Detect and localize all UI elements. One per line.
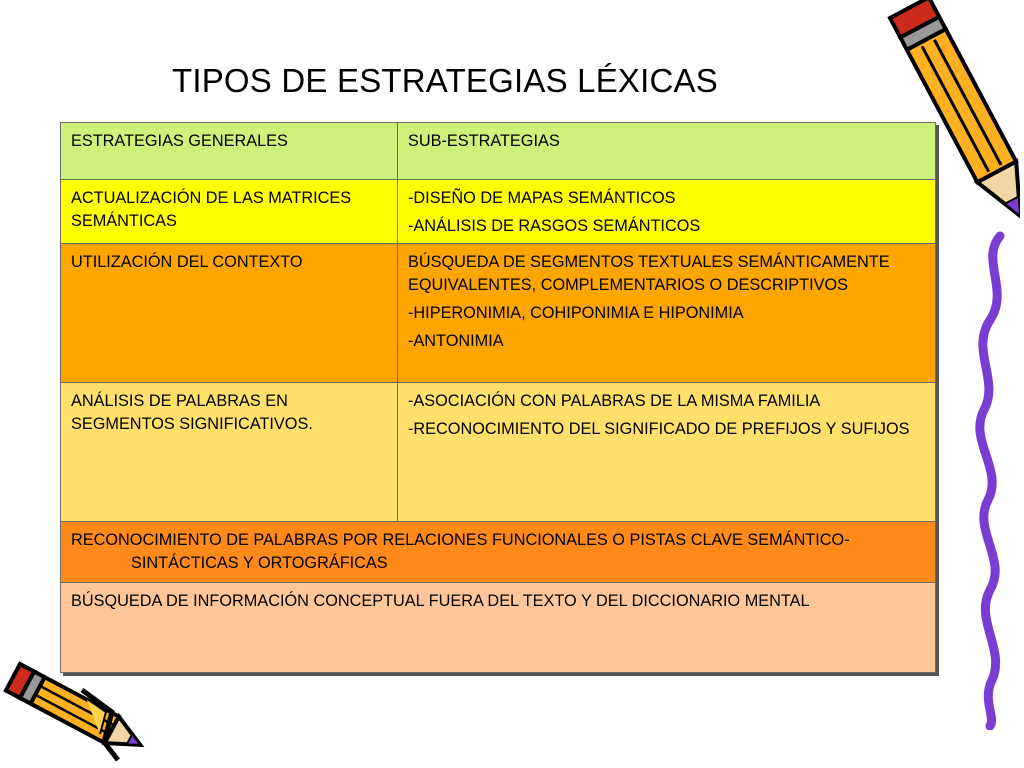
sub-strategy: -ANTONIMIA <box>408 332 504 350</box>
header-cell: ESTRATEGIAS GENERALES <box>61 123 398 180</box>
general-strategy-cell: ANÁLISIS DE PALABRAS EN SEGMENTOS SIGNIFICATIVOS. <box>61 383 398 522</box>
wavy-line-icon <box>960 230 1024 730</box>
table-row <box>61 244 936 383</box>
table-row <box>61 383 936 522</box>
header-cell: SUB-ESTRATEGIAS <box>398 123 936 180</box>
strategy-text: BÚSQUEDA DE INFORMACIÓN CONCEPTUAL FUERA DEL TEXTO Y DEL DICCIONARIO MENTAL <box>71 592 810 610</box>
sub-strategy: -HIPERONIMIA, COHIPONIMIA E HIPONIMIA <box>408 304 744 322</box>
general-strategy-cell: UTILIZACIÓN DEL CONTEXTO <box>61 244 398 383</box>
table-full-row <box>61 583 936 673</box>
full-width-strategy-cell <box>61 583 936 673</box>
strategies-table <box>60 122 936 673</box>
table-row <box>61 180 936 244</box>
full-width-strategy-cell <box>61 522 936 583</box>
table-header-row <box>61 123 936 180</box>
sub-strategies-cell <box>398 383 936 522</box>
sub-strategy: -RECONOCIMIENTO DEL SIGNIFICADO DE PREFIJOS Y SUFIJOS <box>408 420 910 438</box>
general-strategy-cell: ACTUALIZACIÓN DE LAS MATRICES SEMÁNTICAS <box>61 180 398 244</box>
sub-strategy: -DISEÑO DE MAPAS SEMÁNTICOS <box>408 189 676 207</box>
table-full-row <box>61 522 936 583</box>
sub-strategy: BÚSQUEDA DE SEGMENTOS TEXTUALES SEMÁNTICAMENTE EQUIVALENTES, COMPLEMENTARIOS O DESCRIPTIVOS <box>408 253 890 294</box>
sub-strategies-cell <box>398 180 936 244</box>
sub-strategy: -ASOCIACIÓN CON PALABRAS DE LA MISMA FAMILIA <box>408 392 821 410</box>
sub-strategies-cell <box>398 244 936 383</box>
slide-title: TIPOS DE ESTRATEGIAS LÉXICAS <box>172 62 718 99</box>
sub-strategy: -ANÁLISIS DE RASGOS SEMÁNTICOS <box>408 217 701 235</box>
strategy-text: RECONOCIMIENTO DE PALABRAS POR RELACIONES FUNCIONALES O PISTAS CLAVE SEMÁNTICO-SINTÁCTICAS Y ORTOGRÁFICAS <box>71 531 850 572</box>
